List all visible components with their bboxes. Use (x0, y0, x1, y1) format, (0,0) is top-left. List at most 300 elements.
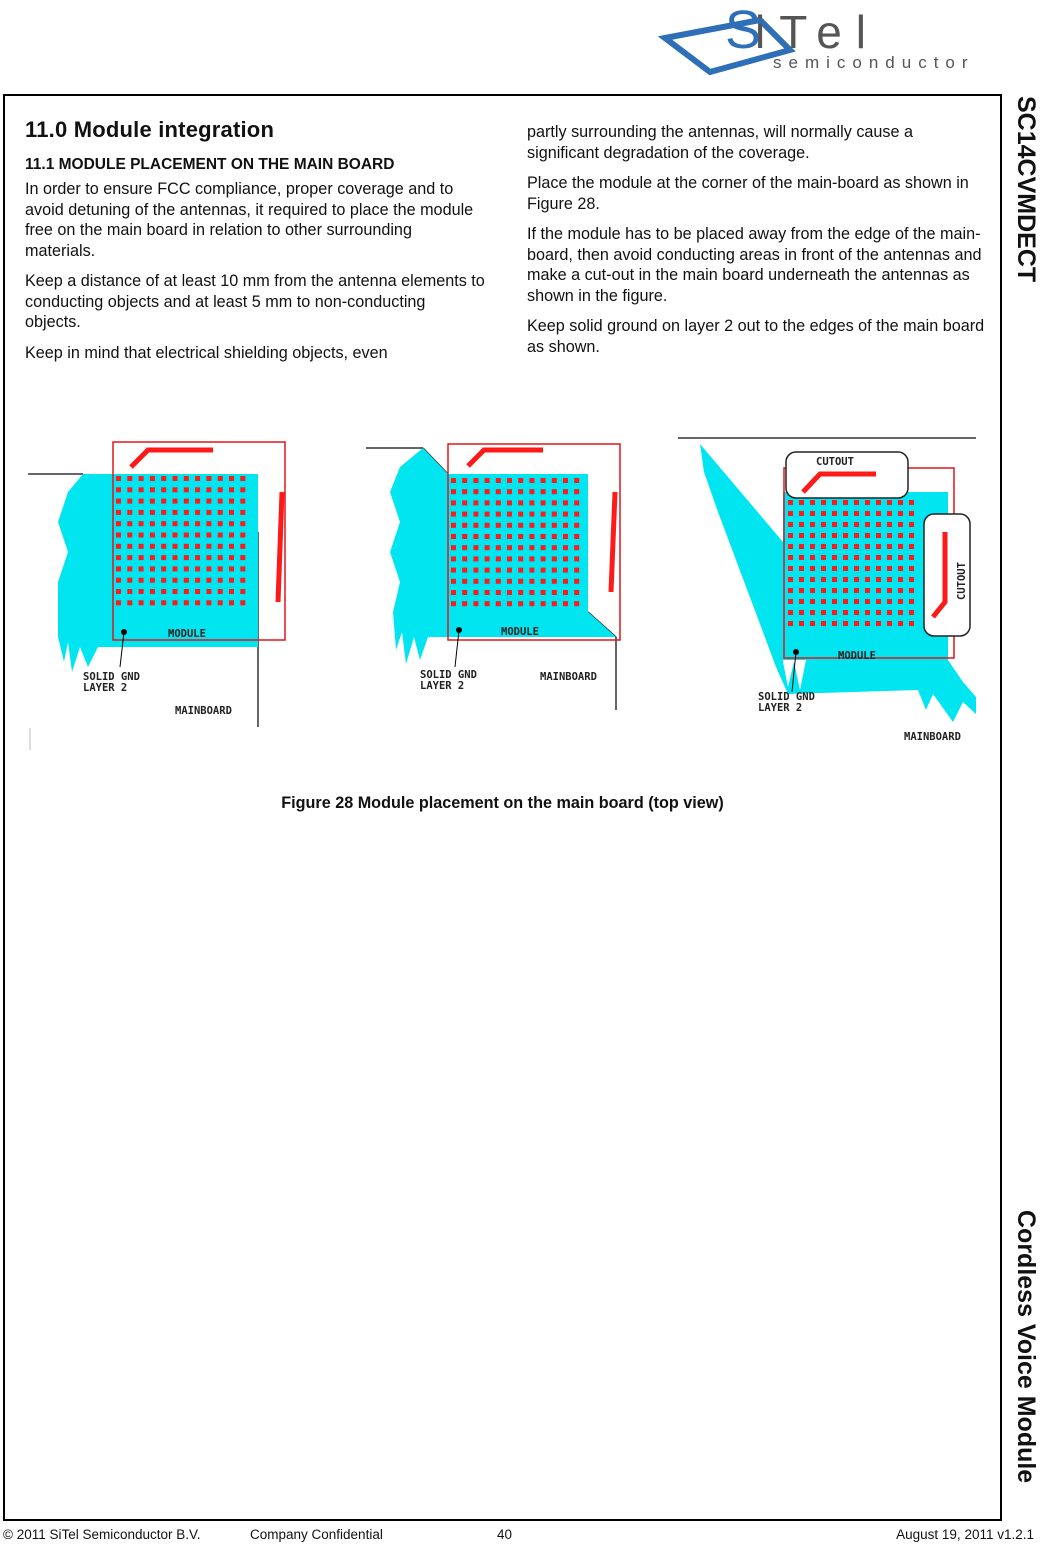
pad (195, 499, 200, 504)
pad (195, 555, 200, 560)
pad (127, 589, 132, 594)
pad (541, 534, 546, 539)
pad (240, 566, 245, 571)
pad (150, 600, 155, 605)
pad (865, 588, 870, 593)
pad (507, 601, 512, 606)
pad (173, 510, 178, 515)
pad (788, 599, 793, 604)
pad (529, 568, 534, 573)
pad (788, 610, 793, 615)
pad (563, 556, 568, 561)
pad (541, 523, 546, 528)
pad (865, 500, 870, 505)
pad (184, 499, 189, 504)
pad (473, 579, 478, 584)
pad (865, 544, 870, 549)
pad (843, 599, 848, 604)
pad (574, 590, 579, 595)
pad (552, 568, 557, 573)
pad (462, 545, 467, 550)
pad (574, 512, 579, 517)
pad (496, 579, 501, 584)
paragraph: Place the module at the corner of the main-board as shown in Figure 28. (527, 174, 969, 213)
pad (116, 600, 121, 605)
pad (563, 489, 568, 494)
pad (173, 566, 178, 571)
text-column-left (25, 117, 485, 373)
pad (127, 521, 132, 526)
pad (810, 555, 815, 560)
footer-copyright: © 2011 SiTel Semiconductor B.V. (3, 1527, 201, 1542)
pad (799, 555, 804, 560)
pad (195, 521, 200, 526)
pad (799, 599, 804, 604)
section-heading: 11.0 Module integration (25, 117, 275, 142)
pad (788, 566, 793, 571)
logo-s: S (725, 0, 762, 60)
pad (161, 589, 166, 594)
pad (150, 555, 155, 560)
layer-label: LAYER 2 (758, 702, 803, 714)
pad (810, 544, 815, 549)
pad (496, 556, 501, 561)
pad (462, 556, 467, 561)
pad (462, 568, 467, 573)
pad (195, 589, 200, 594)
pad (150, 544, 155, 549)
pad (909, 610, 914, 615)
pad (485, 512, 490, 517)
pad (473, 523, 478, 528)
pad (541, 601, 546, 606)
pad (541, 545, 546, 550)
pad (821, 555, 826, 560)
pad (898, 522, 903, 527)
pad (218, 487, 223, 492)
pad (485, 601, 490, 606)
pad (898, 566, 903, 571)
pad (876, 610, 881, 615)
pad (496, 489, 501, 494)
pad (462, 489, 467, 494)
pad (507, 545, 512, 550)
pad (821, 544, 826, 549)
pad (161, 533, 166, 538)
pad (139, 555, 144, 560)
pad (496, 590, 501, 595)
pad (485, 568, 490, 573)
pad (451, 568, 456, 573)
pad (876, 599, 881, 604)
pad (799, 533, 804, 538)
pad (240, 476, 245, 481)
pad (788, 621, 793, 626)
pad (473, 512, 478, 517)
pad (887, 522, 892, 527)
pad (541, 500, 546, 505)
pad (139, 521, 144, 526)
pad (462, 590, 467, 595)
pad (574, 579, 579, 584)
pad (909, 522, 914, 527)
pad (473, 500, 478, 505)
pad (909, 599, 914, 604)
sitel-logo (655, 0, 1040, 80)
pad (507, 590, 512, 595)
pad (563, 568, 568, 573)
pad (574, 568, 579, 573)
pad (898, 533, 903, 538)
pad (518, 590, 523, 595)
pad (563, 523, 568, 528)
pad (832, 599, 837, 604)
pad (552, 579, 557, 584)
pad (229, 487, 234, 492)
pad (451, 590, 456, 595)
pad (507, 489, 512, 494)
pad (184, 533, 189, 538)
pad (832, 610, 837, 615)
footer-confidential: Company Confidential (250, 1527, 383, 1542)
pad (496, 478, 501, 483)
pad (810, 588, 815, 593)
pad (909, 533, 914, 538)
pad (451, 534, 456, 539)
pad (206, 589, 211, 594)
pad (552, 523, 557, 528)
pad (127, 510, 132, 515)
pad (173, 589, 178, 594)
pad (541, 568, 546, 573)
pad (485, 478, 490, 483)
pad (127, 555, 132, 560)
pad (887, 577, 892, 582)
pad (865, 621, 870, 626)
pad (541, 579, 546, 584)
pad (173, 544, 178, 549)
solid-gnd-label: SOLID GND (420, 669, 477, 681)
pad (173, 555, 178, 560)
pad (552, 534, 557, 539)
pad (161, 510, 166, 515)
pad (909, 555, 914, 560)
pad (821, 610, 826, 615)
pad (229, 499, 234, 504)
pad (898, 599, 903, 604)
pad (541, 512, 546, 517)
pad (788, 522, 793, 527)
pad (473, 545, 478, 550)
paragraph: Keep a distance of at least 10 mm from the antenna elements to conducting objects and at least 5 mm to non-conducting objects. (25, 272, 485, 331)
pad (799, 522, 804, 527)
pad (876, 621, 881, 626)
pad (518, 512, 523, 517)
pad (184, 600, 189, 605)
pad (574, 601, 579, 606)
pad (485, 556, 490, 561)
pad (810, 566, 815, 571)
pad (451, 601, 456, 606)
pad (832, 533, 837, 538)
pad (161, 555, 166, 560)
pad (541, 556, 546, 561)
pad (843, 533, 848, 538)
pad (150, 521, 155, 526)
footer-page-number: 40 (497, 1527, 513, 1542)
pad (139, 600, 144, 605)
pad (507, 534, 512, 539)
pad (552, 545, 557, 550)
pad (206, 510, 211, 515)
pad (799, 511, 804, 516)
pad (485, 523, 490, 528)
pad (854, 522, 859, 527)
pad (541, 590, 546, 595)
pad (529, 601, 534, 606)
pad (898, 555, 903, 560)
pad (865, 599, 870, 604)
pad (876, 533, 881, 538)
pad (518, 489, 523, 494)
pad (810, 621, 815, 626)
pad (206, 544, 211, 549)
pad (574, 489, 579, 494)
pad (563, 512, 568, 517)
pad (116, 476, 121, 481)
pad (909, 577, 914, 582)
pad (206, 566, 211, 571)
pad (173, 521, 178, 526)
pad (821, 500, 826, 505)
pad (173, 533, 178, 538)
pad (876, 511, 881, 516)
pad (529, 489, 534, 494)
subsection-heading: 11.1 MODULE PLACEMENT ON THE MAIN BOARD (25, 155, 395, 173)
pad (150, 510, 155, 515)
pad (810, 511, 815, 516)
pad (116, 499, 121, 504)
pad (462, 523, 467, 528)
pad (451, 512, 456, 517)
pad (240, 589, 245, 594)
pad (574, 545, 579, 550)
logo-tagline: semiconductor (773, 53, 975, 72)
pad (451, 500, 456, 505)
pad (898, 544, 903, 549)
pad (552, 500, 557, 505)
pad (865, 511, 870, 516)
pad (240, 578, 245, 583)
pad (240, 499, 245, 504)
pad (788, 555, 793, 560)
pad (529, 556, 534, 561)
pad (821, 599, 826, 604)
antenna (278, 492, 282, 602)
pad (909, 566, 914, 571)
module-placement-figure (28, 432, 978, 752)
pad (184, 521, 189, 526)
pad (854, 621, 859, 626)
pad (552, 601, 557, 606)
pad (552, 512, 557, 517)
pad (116, 589, 121, 594)
pad (184, 544, 189, 549)
pad (496, 534, 501, 539)
pad (462, 500, 467, 505)
pad (507, 523, 512, 528)
pad (184, 589, 189, 594)
pad (574, 556, 579, 561)
pad (173, 476, 178, 481)
side-title-product: SC14CVMDECT (1012, 96, 1040, 283)
module-label: MODULE (838, 650, 876, 662)
pad (462, 534, 467, 539)
pad (518, 523, 523, 528)
pad (563, 601, 568, 606)
pad (218, 555, 223, 560)
pad (854, 599, 859, 604)
pad (218, 499, 223, 504)
pad (887, 588, 892, 593)
pad (788, 577, 793, 582)
pad (173, 578, 178, 583)
pad (473, 556, 478, 561)
pad (552, 590, 557, 595)
pad (240, 600, 245, 605)
antenna (131, 450, 213, 467)
pad (887, 610, 892, 615)
pad (887, 544, 892, 549)
pad (507, 500, 512, 505)
pad (139, 578, 144, 583)
pad (462, 601, 467, 606)
pad (898, 500, 903, 505)
diagram-cutout-placement (678, 438, 976, 743)
pad (810, 610, 815, 615)
pad (150, 578, 155, 583)
pad (139, 510, 144, 515)
pad (218, 589, 223, 594)
paragraph: If the module has to be placed away from the edge of the main-board, then avoid conducting areas in front of the antennas and make a cut-out in the main board underneath the antennas as shown in the figure. (527, 225, 982, 305)
pad (139, 533, 144, 538)
footer-date-version: August 19, 2011 v1.2.1 (896, 1527, 1034, 1542)
pad (116, 555, 121, 560)
pad (909, 544, 914, 549)
pad (799, 610, 804, 615)
pad (574, 478, 579, 483)
pad (116, 578, 121, 583)
pad (485, 579, 490, 584)
pad (473, 489, 478, 494)
pad (865, 610, 870, 615)
pad (451, 545, 456, 550)
pad (832, 621, 837, 626)
pad (843, 610, 848, 615)
pad (195, 566, 200, 571)
pad (821, 522, 826, 527)
pad (854, 500, 859, 505)
pad (887, 511, 892, 516)
pad (563, 579, 568, 584)
pad (161, 566, 166, 571)
pad (518, 478, 523, 483)
pad (843, 522, 848, 527)
side-title-description: Cordless Voice Module (1012, 1210, 1040, 1484)
pad (810, 522, 815, 527)
pad (541, 478, 546, 483)
pad (788, 533, 793, 538)
pad (184, 487, 189, 492)
pad (150, 589, 155, 594)
pad (799, 544, 804, 549)
pad (876, 544, 881, 549)
ground-plane (58, 474, 258, 672)
pad (843, 577, 848, 582)
pad (161, 544, 166, 549)
pad (876, 588, 881, 593)
pad (161, 521, 166, 526)
pad (552, 478, 557, 483)
pad (832, 544, 837, 549)
solid-gnd-label: SOLID GND (758, 691, 815, 703)
pad (529, 523, 534, 528)
pad (854, 555, 859, 560)
pad (541, 489, 546, 494)
pad (821, 577, 826, 582)
pad (462, 478, 467, 483)
pad (451, 579, 456, 584)
pad (229, 566, 234, 571)
cutout-label: CUTOUT (816, 456, 854, 468)
pad (485, 489, 490, 494)
pad (563, 590, 568, 595)
pad (139, 476, 144, 481)
pad (150, 533, 155, 538)
pad (563, 545, 568, 550)
pad (116, 487, 121, 492)
layer-label: LAYER 2 (420, 680, 465, 692)
pad (127, 476, 132, 481)
pad (854, 544, 859, 549)
pad (563, 500, 568, 505)
pad (529, 512, 534, 517)
pad (206, 555, 211, 560)
pad (473, 568, 478, 573)
pad (485, 500, 490, 505)
pad (161, 600, 166, 605)
pad (485, 545, 490, 550)
diagram-corner-placement (28, 442, 285, 727)
pad (854, 566, 859, 571)
pad (206, 578, 211, 583)
pad (529, 534, 534, 539)
pad (788, 511, 793, 516)
pad (518, 556, 523, 561)
pad (240, 555, 245, 560)
pad (229, 589, 234, 594)
antenna (611, 492, 615, 592)
pad (229, 555, 234, 560)
pad (473, 534, 478, 539)
pad (139, 589, 144, 594)
pad (909, 588, 914, 593)
pad (563, 534, 568, 539)
pad (529, 590, 534, 595)
pad (173, 499, 178, 504)
pad (552, 489, 557, 494)
pad (161, 476, 166, 481)
